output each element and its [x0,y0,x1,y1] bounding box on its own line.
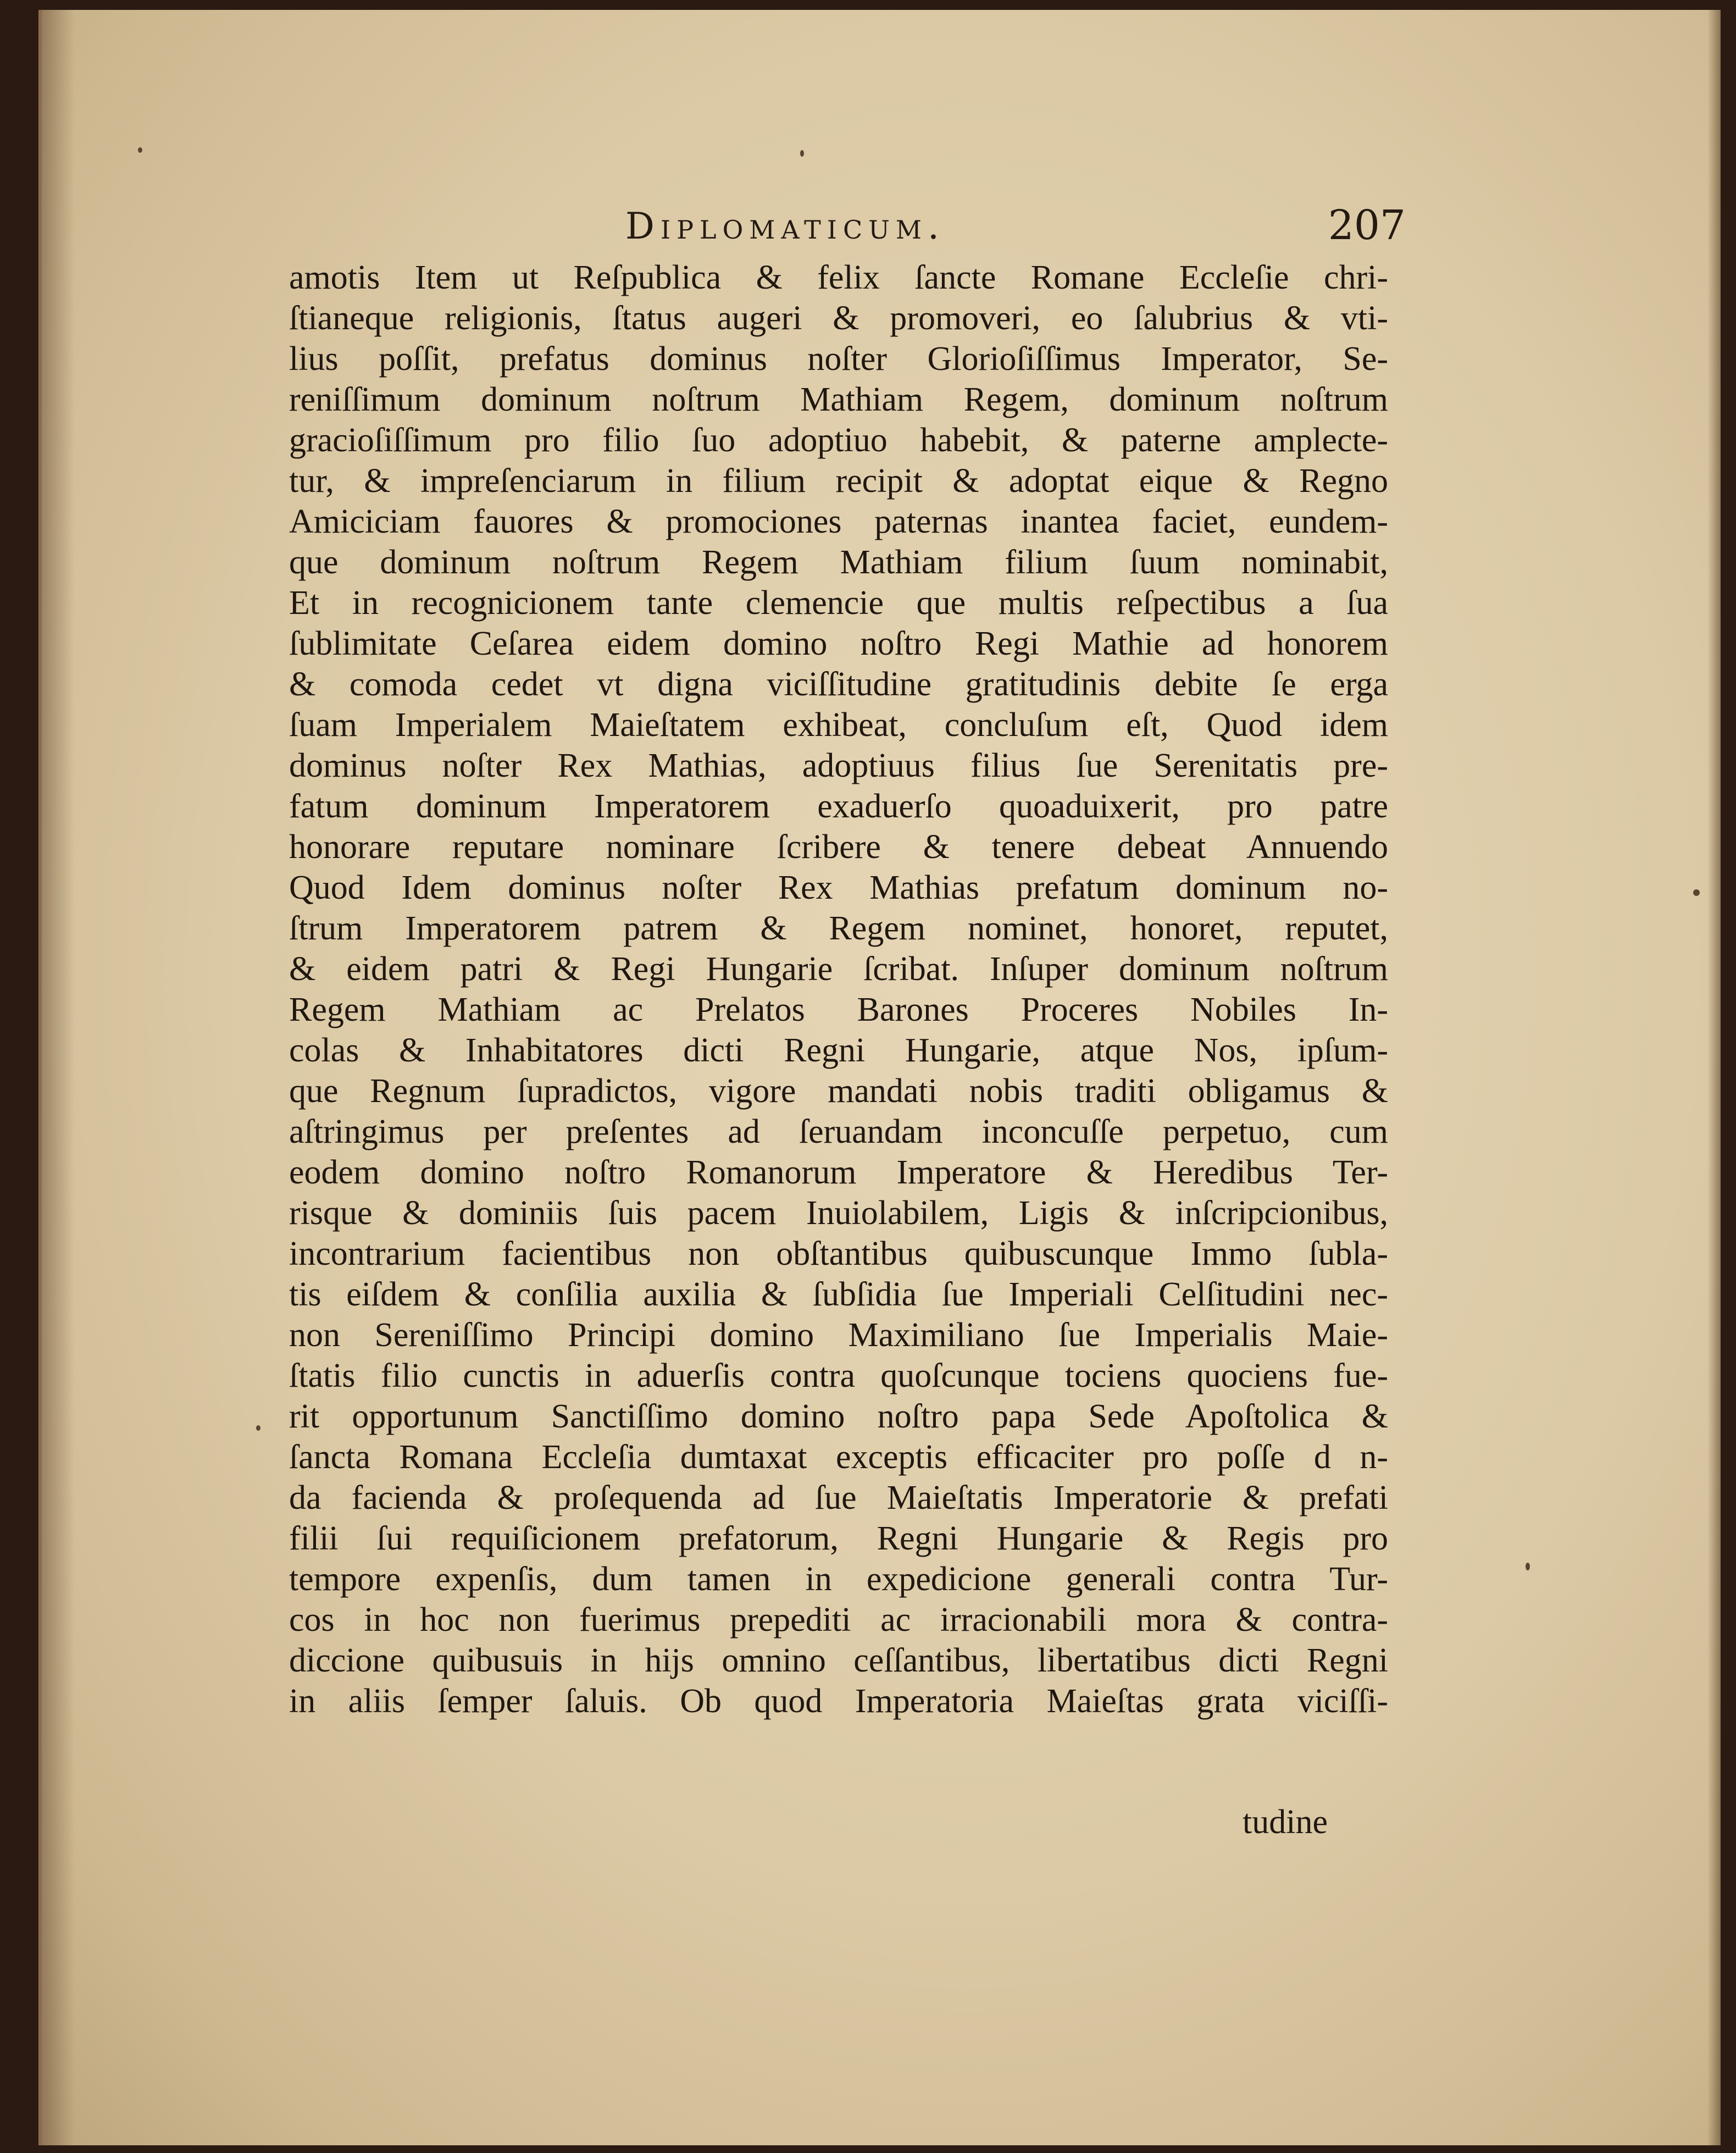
text-line: aſtringimus per preſentes ad ſeruandam inconcuſſe perpetuo, cum [289,1113,1388,1150]
paper-speck [1526,1563,1530,1570]
text-line: reniſſimum dominum noſtrum Mathiam Regem, dominum noſtrum [289,381,1388,418]
text-line: ſancta Romana Eccleſia dumtaxat exceptis efficaciter pro poſſe d n- [289,1438,1388,1476]
text-line: cos in hoc non fuerimus prepediti ac irracionabili mora & contra- [289,1601,1388,1639]
paper-speck [1693,889,1700,896]
text-line: amotis Item ut Reſpublica & felix ſancte Romane Eccleſie chri- [289,259,1388,296]
text-line: Regem Mathiam ac Prelatos Barones Proceres Nobiles In- [289,991,1388,1028]
text-line: rit opportunum Sanctiſſimo domino noſtro papa Sede Apoſtolica & [289,1398,1388,1435]
catchword: tudine [1243,1803,1328,1841]
text-line: ſtatis filio cunctis in aduerſis contra quoſcunque tociens quociens fue- [289,1357,1388,1394]
body-text [289,257,1388,1722]
text-line: tempore expenſis, dum tamen in expedicione generali contra Tur- [289,1560,1388,1598]
text-line: que dominum noſtrum Regem Mathiam filium ſuum nominabit, [289,544,1388,581]
spine-shadow [42,10,75,2145]
text-line: & eidem patri & Regi Hungarie ſcribat. Inſuper dominum noſtrum [289,950,1388,988]
text-line: ſtianeque religionis, ſtatus augeri & promoveri, eo ſalubrius & vti- [289,300,1388,337]
page-header [625,194,1406,254]
running-head: Diplomaticum. [625,205,945,247]
page-number: 207 [1328,202,1406,249]
text-line: diccione quibusuis in hijs omnino ceſſantibus, libertatibus dicti Regni [289,1642,1388,1679]
paper-speck [138,147,142,153]
text-line: eodem domino noſtro Romanorum Imperatore & Heredibus Ter- [289,1154,1388,1191]
text-line: non Sereniſſimo Principi domino Maximiliano ſue Imperialis Maie- [289,1316,1388,1354]
text-line: in aliis ſemper ſaluis. Ob quod Imperatoria Maieſtas grata viciſſi- [289,1682,1388,1720]
text-line: filii ſui requiſicionem prefatorum, Regni Hungarie & Regis pro [289,1520,1388,1557]
text-line: Quod Idem dominus noſter Rex Mathias prefatum dominum no- [289,869,1388,906]
text-line: tur, & impreſenciarum in filium recipit & adoptat eique & Regno [289,462,1388,500]
paper-page [38,10,1721,2145]
page-edge-shadow [1707,10,1721,2145]
text-line: da facienda & proſequenda ad ſue Maieſtatis Imperatorie & prefati [289,1479,1388,1516]
text-line: incontrarium facientibus non obſtantibus quibuscunque Immo ſubla- [289,1235,1388,1272]
text-line: lius poſſit, prefatus dominus noſter Glorioſiſſimus Imperator, Se- [289,340,1388,378]
paper-speck [256,1425,260,1431]
text-line: Et in recognicionem tante clemencie que multis reſpectibus a ſua [289,584,1388,622]
text-line: honorare reputare nominare ſcribere & tenere debeat Annuendo [289,828,1388,866]
text-line: que Regnum ſupradictos, vigore mandati nobis traditi obligamus & [289,1072,1388,1110]
text-line: ſublimitate Ceſarea eidem domino noſtro Regi Mathie ad honorem [289,625,1388,662]
text-line: gracioſiſſimum pro filio ſuo adoptiuo habebit, & paterne amplecte- [289,422,1388,459]
text-line: Amiciciam fauores & promociones paternas inantea faciet, eundem- [289,503,1388,540]
text-line: colas & Inhabitatores dicti Regni Hungarie, atque Nos, ipſum- [289,1032,1388,1069]
text-line: dominus noſter Rex Mathias, adoptiuus filius ſue Serenitatis pre- [289,747,1388,784]
paper-speck [800,150,804,157]
text-line: & comoda cedet vt digna viciſſitudine gratitudinis debite ſe erga [289,666,1388,703]
text-line: ſtrum Imperatorem patrem & Regem nominet, honoret, reputet, [289,910,1388,947]
text-line: tis eiſdem & conſilia auxilia & ſubſidia ſue Imperiali Celſitudini nec- [289,1276,1388,1313]
text-line: fatum dominum Imperatorem exaduerſo quoaduixerit, pro patre [289,788,1388,825]
text-line: risque & dominiis ſuis pacem Inuiolabilem, Ligis & inſcripcionibus, [289,1194,1388,1232]
text-line: ſuam Imperialem Maieſtatem exhibeat, concluſum eſt, Quod idem [289,706,1388,744]
